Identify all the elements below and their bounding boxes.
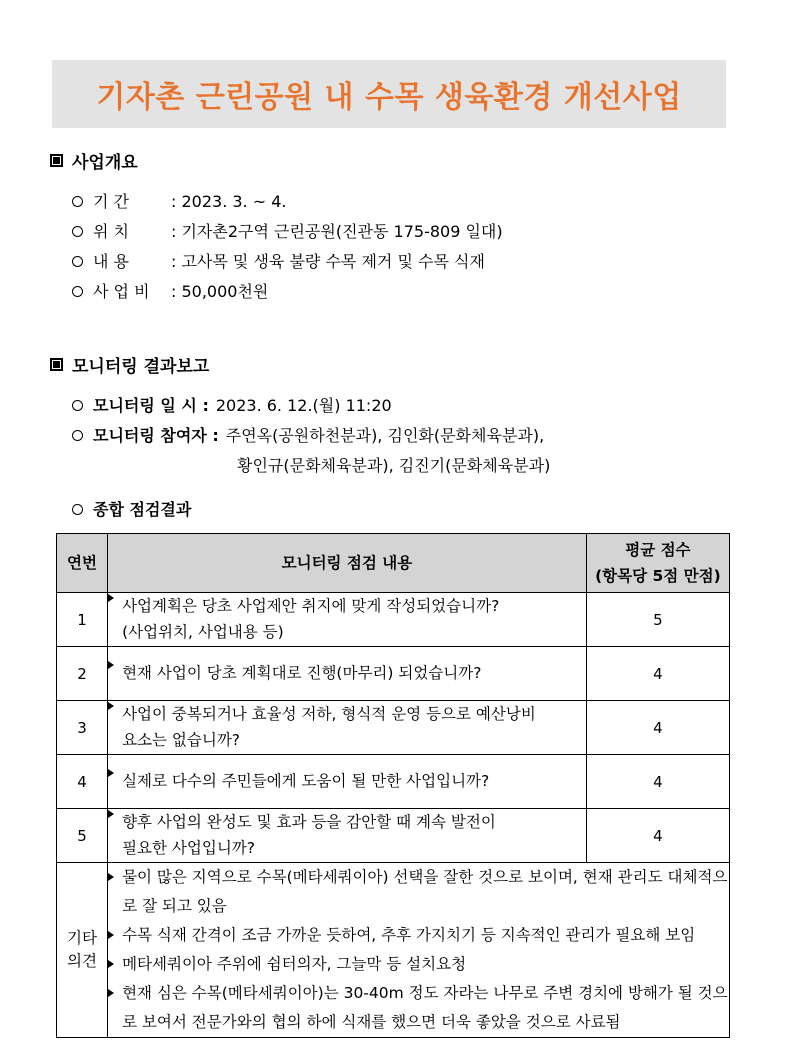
row-content-text: 사업계획은 당초 사업제안 취지에 맞게 작성되었습니까? — [122, 597, 500, 615]
row-content-line — [108, 836, 586, 861]
table-row — [57, 755, 730, 809]
row-content — [108, 701, 587, 755]
row-content-text: 실제로 다수의 주민들에게 도움이 될 만한 사업입니까? — [122, 772, 490, 790]
row-content — [108, 755, 587, 809]
triangle-bullet-icon — [108, 594, 114, 602]
row-score: 5 — [586, 593, 729, 647]
table-header-content: 모니터링 점검 내용 — [108, 534, 587, 593]
row-content-text: 향후 사업의 완성도 및 효과 등을 감안할 때 계속 발전이 — [122, 813, 496, 831]
row-content-text: 필요한 사업입니까? — [122, 839, 256, 857]
other-opinion-text: 현재 심은 수목(메타세쿼이아)는 30-40m 정도 자라는 나무로 주변 경치에 방해가 될 것으로 보여서 전문가와의 협의 하에 식재를 했으면 더욱 좋았을 것으로 사료됨 — [122, 984, 728, 1031]
triangle-bullet-icon — [108, 873, 114, 881]
row-content — [108, 809, 587, 863]
monitoring-participants-line1: 주연옥(공원하천분과), 김인화(문화체육분과), — [225, 426, 545, 445]
row-content-line — [108, 810, 586, 835]
overview-item-content — [72, 247, 503, 277]
section-overview-heading-label: 사업개요 — [72, 153, 138, 173]
triangle-bullet-icon — [108, 810, 114, 818]
other-opinion-item — [108, 921, 729, 950]
row-content-line — [108, 702, 586, 727]
table-header-score-line1: 평균 점수 — [625, 541, 691, 559]
monitoring-result-heading-row — [72, 495, 550, 525]
table-header-row — [57, 534, 730, 593]
filled-square-marker-icon — [50, 154, 63, 167]
circle-bullet-icon — [72, 504, 83, 515]
table-header-score — [586, 534, 729, 593]
other-opinion-item — [108, 979, 729, 1037]
circle-bullet-icon — [72, 286, 83, 297]
overview-budget-value: : 50,000천원 — [171, 282, 269, 301]
monitoring-result-heading-label: 종합 점검결과 — [93, 500, 192, 519]
section-monitoring-heading-label: 모니터링 결과보고 — [72, 357, 210, 377]
monitoring-participants-line2: 황인규(문화체육분과), 김진기(문화체육분과) — [237, 456, 551, 475]
other-opinion-item — [108, 950, 729, 979]
section-monitoring-heading — [50, 352, 550, 377]
table-row-other-opinions — [57, 863, 730, 1038]
overview-item-list — [50, 187, 503, 307]
overview-location-label: 위 치 — [93, 222, 129, 241]
circle-bullet-icon — [72, 256, 83, 267]
table-header-no: 연번 — [57, 534, 108, 593]
triangle-bullet-icon — [108, 931, 114, 939]
row-content-text: 요소는 없습니까? — [122, 731, 241, 749]
overview-item-period — [72, 187, 503, 217]
triangle-bullet-icon — [108, 960, 114, 968]
other-opinion-text: 수목 식재 간격이 조금 가까운 듯하여, 추후 가지치기 등 지속적인 관리가 필요해 보임 — [122, 926, 696, 944]
section-overview — [50, 148, 503, 307]
row-score: 4 — [586, 755, 729, 809]
other-opinion-item — [108, 863, 729, 921]
triangle-bullet-icon — [108, 661, 114, 669]
monitoring-datetime-row — [72, 391, 550, 421]
circle-bullet-icon — [72, 196, 83, 207]
circle-bullet-icon — [72, 226, 83, 237]
overview-item-budget — [72, 277, 503, 307]
overview-budget-label: 사 업 비 — [93, 282, 150, 301]
row-content-text: 현재 사업이 당초 계획대로 진행(마무리) 되었습니까? — [122, 664, 482, 682]
row-content — [108, 647, 587, 701]
monitoring-datetime-value: 2023. 6. 12.(월) 11:20 — [215, 396, 392, 415]
other-opinions-label-line2: 의견 — [67, 952, 97, 970]
triangle-bullet-icon — [108, 702, 114, 710]
monitoring-datetime-label: 모니터링 일 시 : — [93, 396, 209, 415]
table-row — [57, 701, 730, 755]
monitoring-checklist-table-wrapper — [56, 533, 730, 1038]
other-opinions-label — [57, 863, 108, 1038]
overview-content-label: 내 용 — [93, 252, 129, 271]
row-number: 3 — [57, 701, 108, 755]
circle-bullet-icon — [72, 400, 83, 411]
overview-period-label: 기 간 — [93, 192, 129, 211]
row-score: 4 — [586, 809, 729, 863]
row-score: 4 — [586, 647, 729, 701]
row-content-line — [108, 769, 586, 794]
table-row — [57, 809, 730, 863]
monitoring-participants-label: 모니터링 참여자 : — [93, 426, 219, 445]
table-row — [57, 593, 730, 647]
overview-location-value: : 기자촌2구역 근린공원(진관동 175-809 일대) — [171, 222, 503, 241]
overview-period-value: : 2023. 3. ~ 4. — [171, 192, 287, 211]
triangle-bullet-icon — [108, 769, 114, 777]
other-opinion-text: 메타세쿼이아 주위에 쉼터의자, 그늘막 등 설치요청 — [122, 955, 467, 973]
row-score: 4 — [586, 701, 729, 755]
monitoring-item-list — [50, 391, 550, 525]
section-overview-heading — [50, 148, 503, 173]
row-content — [108, 593, 587, 647]
other-opinions-label-line1: 기타 — [67, 929, 97, 947]
table-row — [57, 647, 730, 701]
row-number: 5 — [57, 809, 108, 863]
row-number: 1 — [57, 593, 108, 647]
triangle-bullet-icon — [108, 989, 114, 997]
monitoring-checklist-table — [56, 533, 730, 1038]
page-title: 기자촌 근린공원 내 수목 생육환경 개선사업 — [96, 80, 682, 115]
document-title-banner — [52, 60, 726, 128]
row-number: 4 — [57, 755, 108, 809]
filled-square-marker-icon — [50, 358, 63, 371]
row-content-line — [108, 728, 586, 753]
row-content-text: 사업이 중복되거나 효율성 저하, 형식적 운영 등으로 예산낭비 — [122, 705, 536, 723]
circle-bullet-icon — [72, 430, 83, 441]
other-opinions-content — [108, 863, 730, 1038]
row-content-line — [108, 661, 586, 686]
section-monitoring — [50, 352, 550, 525]
table-header-score-line2: (항목당 5점 만점) — [595, 567, 721, 585]
row-content-line — [108, 620, 586, 645]
overview-content-value: : 고사목 및 생육 불량 수목 제거 및 수목 식재 — [171, 252, 485, 271]
row-number: 2 — [57, 647, 108, 701]
overview-item-location — [72, 217, 503, 247]
row-content-text: (사업위치, 사업내용 등) — [122, 623, 284, 641]
monitoring-participants-row — [72, 421, 550, 451]
other-opinion-text: 물이 많은 지역으로 수목(메타세쿼이아) 선택을 잘한 것으로 보이며, 현재 관리도 대체적으로 잘 되고 있음 — [122, 868, 728, 915]
row-content-line — [108, 594, 586, 619]
